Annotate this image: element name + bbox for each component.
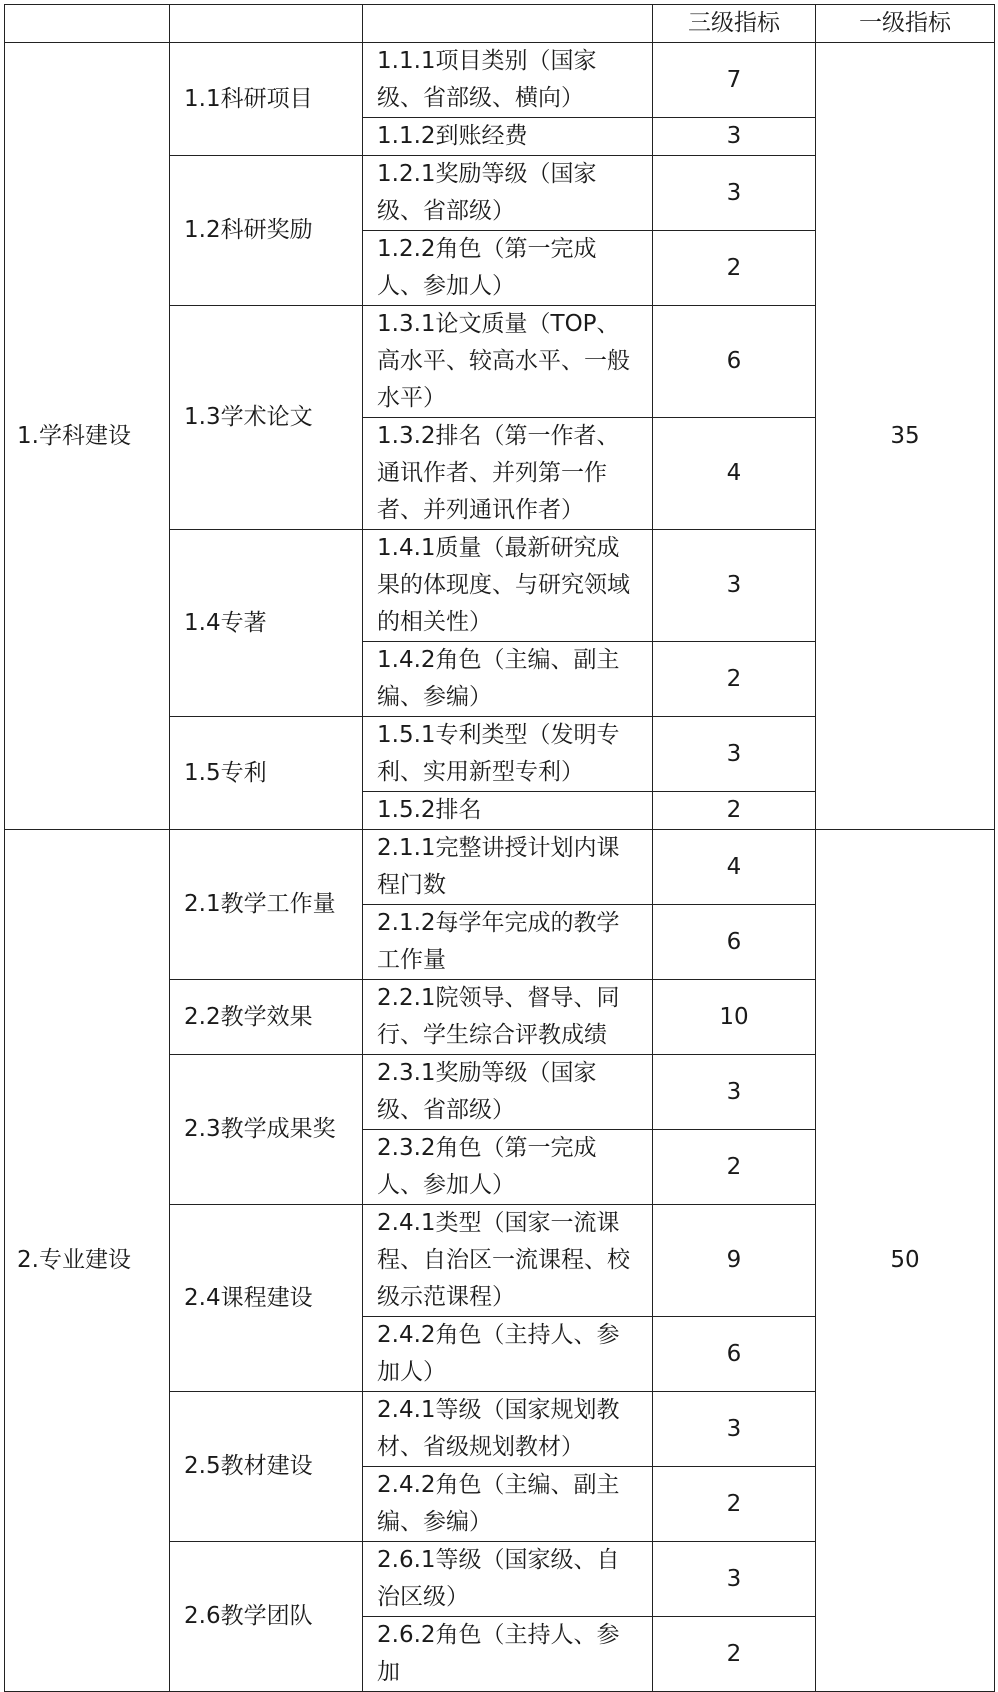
document-page — [4, 4, 994, 1685]
category-cell: 1.学科建设 — [5, 43, 170, 830]
secondary-indicator-cell: 1.2科研奖励 — [170, 156, 363, 306]
tertiary-indicator-cell: 2.3.2角色（第一完成人、参加人） — [363, 1130, 653, 1205]
tertiary-score-cell: 2 — [653, 642, 816, 717]
tertiary-indicator-cell: 2.3.1奖励等级（国家级、省部级） — [363, 1055, 653, 1130]
tertiary-indicator-cell: 2.4.1类型（国家一流课程、自治区一流课程、校级示范课程） — [363, 1205, 653, 1317]
tertiary-score-cell: 2 — [653, 1467, 816, 1542]
tertiary-score-cell: 3 — [653, 1392, 816, 1467]
tertiary-indicator-cell: 2.4.2角色（主编、副主编、参编） — [363, 1467, 653, 1542]
tertiary-score-cell: 2 — [653, 792, 816, 830]
tertiary-indicator-cell: 1.1.2到账经费 — [363, 118, 653, 156]
secondary-indicator-cell: 2.6教学团队 — [170, 1542, 363, 1692]
tertiary-indicator-cell: 1.1.1项目类别（国家级、省部级、横向） — [363, 43, 653, 118]
tertiary-indicator-cell: 2.6.2角色（主持人、参加 — [363, 1617, 653, 1692]
tertiary-score-cell: 3 — [653, 1055, 816, 1130]
tertiary-indicator-cell: 1.3.1论文质量（TOP、高水平、较高水平、一般水平） — [363, 306, 653, 418]
tertiary-indicator-cell: 2.2.1院领导、督导、同行、学生综合评教成绩 — [363, 980, 653, 1055]
tertiary-indicator-cell: 1.2.2角色（第一完成人、参加人） — [363, 231, 653, 306]
tertiary-indicator-cell: 2.6.1等级（国家级、自治区级） — [363, 1542, 653, 1617]
tertiary-score-cell: 2 — [653, 1130, 816, 1205]
header-row — [5, 5, 995, 43]
tertiary-indicator-cell: 2.4.2角色（主持人、参加人） — [363, 1317, 653, 1392]
category-cell: 2.专业建设 — [5, 830, 170, 1692]
secondary-indicator-cell: 1.4专著 — [170, 530, 363, 717]
header-cell-level3: 三级指标 — [653, 5, 816, 43]
header-cell-category — [5, 5, 170, 43]
tertiary-indicator-cell: 1.2.1奖励等级（国家级、省部级） — [363, 156, 653, 231]
header-cell-level1: 一级指标 — [816, 5, 995, 43]
indicator-table — [4, 4, 995, 1692]
secondary-indicator-cell: 1.5专利 — [170, 717, 363, 830]
tertiary-indicator-cell: 2.1.1完整讲授计划内课程门数 — [363, 830, 653, 905]
tertiary-indicator-cell: 1.5.1专利类型（发明专利、实用新型专利） — [363, 717, 653, 792]
tertiary-score-cell: 9 — [653, 1205, 816, 1317]
tertiary-score-cell: 2 — [653, 1617, 816, 1692]
secondary-indicator-cell: 2.2教学效果 — [170, 980, 363, 1055]
secondary-indicator-cell: 2.5教材建设 — [170, 1392, 363, 1542]
tertiary-score-cell: 3 — [653, 1542, 816, 1617]
tertiary-score-cell: 4 — [653, 830, 816, 905]
tertiary-score-cell: 3 — [653, 156, 816, 231]
tertiary-score-cell: 6 — [653, 306, 816, 418]
tertiary-indicator-cell: 1.3.2排名（第一作者、通讯作者、并列第一作者、并列通讯作者） — [363, 418, 653, 530]
primary-score-cell: 50 — [816, 830, 995, 1692]
header-cell-secondary — [170, 5, 363, 43]
tertiary-indicator-cell: 1.4.1质量（最新研究成果的体现度、与研究领域的相关性） — [363, 530, 653, 642]
tertiary-score-cell: 2 — [653, 231, 816, 306]
tertiary-indicator-cell: 2.1.2每学年完成的教学工作量 — [363, 905, 653, 980]
secondary-indicator-cell: 2.1教学工作量 — [170, 830, 363, 980]
table-row — [5, 830, 995, 905]
tertiary-indicator-cell: 2.4.1等级（国家规划教材、省级规划教材） — [363, 1392, 653, 1467]
tertiary-score-cell: 3 — [653, 717, 816, 792]
tertiary-indicator-cell: 1.4.2角色（主编、副主编、参编） — [363, 642, 653, 717]
tertiary-score-cell: 3 — [653, 118, 816, 156]
tertiary-score-cell: 10 — [653, 980, 816, 1055]
table-body — [5, 5, 995, 1692]
tertiary-score-cell: 4 — [653, 418, 816, 530]
secondary-indicator-cell: 2.3教学成果奖 — [170, 1055, 363, 1205]
tertiary-score-cell: 6 — [653, 1317, 816, 1392]
header-cell-item — [363, 5, 653, 43]
table-row — [5, 43, 995, 118]
secondary-indicator-cell: 1.3学术论文 — [170, 306, 363, 530]
tertiary-score-cell: 7 — [653, 43, 816, 118]
tertiary-score-cell: 3 — [653, 530, 816, 642]
primary-score-cell: 35 — [816, 43, 995, 830]
secondary-indicator-cell: 2.4课程建设 — [170, 1205, 363, 1392]
tertiary-score-cell: 6 — [653, 905, 816, 980]
secondary-indicator-cell: 1.1科研项目 — [170, 43, 363, 156]
tertiary-indicator-cell: 1.5.2排名 — [363, 792, 653, 830]
